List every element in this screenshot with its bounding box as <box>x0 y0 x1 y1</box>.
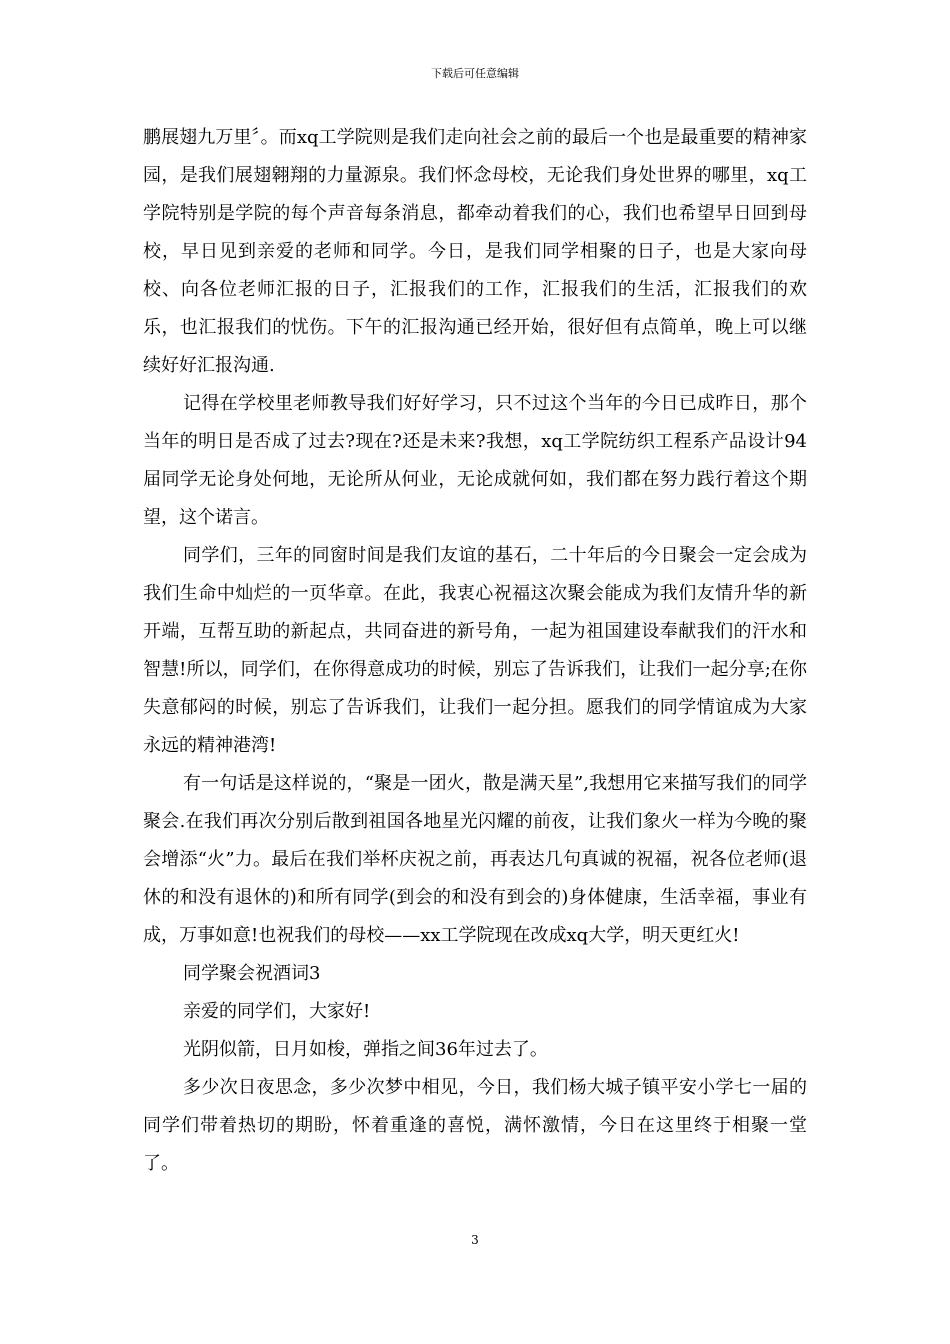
page-header: 下载后可任意编辑 <box>431 67 519 80</box>
page-number: 3 <box>471 1233 479 1247</box>
paragraph-2: 记得在学校里老师教导我们好好学习，只不过这个当年的今日已成昨日，那个当年的明日是否成了过去?现在?还是未来?我想，xq工学院纺织工程系产品设计94届同学无论身处何地，无论所从何业，无论成就何如，我们都在努力践行着这个期望，这个诺言。 <box>143 393 807 528</box>
section-heading: 同学聚会祝酒词3 <box>183 963 321 984</box>
paragraph-1: 鹏展翅九万里〞。而xq工学院则是我们走向社会之前的最后一个也是最重要的精神家园，是我们展翅翱翔的力量源泉。我们怀念母校，无论我们身处世界的哪里，xq工学院特别是学院的每个声音每条消息，都牵动着我们的心，我们也希望早日回到母校，早日见到亲爱的老师和同学。今日，是我们同学相聚的日子，也是大家向母校、向各位老师汇报的日子，汇报我们的工作，汇报我们的生活，汇报我们的欢乐，也汇报我们的忧伤。下午的汇报沟通已经开始，很好但有点简单，晚上可以继续好好汇报沟通. <box>143 127 807 376</box>
document-body <box>143 119 807 1183</box>
paragraph-6: 光阴似箭，日月如梭，弹指之间36年过去了。 <box>183 1039 548 1060</box>
paragraph-7: 多少次日夜思念，多少次梦中相见，今日，我们杨大城子镇平安小学七一届的同学们带着热切的期盼，怀着重逢的喜悦，满怀激情，今日在这里终于相聚一堂了。 <box>143 1077 807 1174</box>
paragraph-greeting: 亲爱的同学们，大家好! <box>183 1001 371 1022</box>
paragraph-3: 同学们，三年的同窗时间是我们友谊的基石，二十年后的今日聚会一定会成为我们生命中灿烂的一页华章。在此，我衷心祝福这次聚会能成为我们友情升华的新开端，互帮互助的新起点，共同奋进的新号角，一起为祖国建设奉献我们的汗水和智慧!所以，同学们，在你得意成功的时候，别忘了告诉我们，让我们一起分享;在你失意郁闷的时候，别忘了告诉我们，让我们一起分担。愿我们的同学情谊成为大家永远的精神港湾! <box>143 545 807 756</box>
paragraph-4: 有一句话是这样说的，“聚是一团火，散是满天星”,我想用它来描写我们的同学聚会.在我们再次分别后散到祖国各地星光闪耀的前夜，让我们象火一样为今晚的聚会增添“火”力。最后在我们举杯庆祝之前，再表达几句真诚的祝福，祝各位老师(退休的和没有退休的)和所有同学(到会的和没有到会的)身体健康，生活幸福，事业有成，万事如意!也祝我们的母校——xx工学院现在改成xq大学，明天更红火! <box>143 773 807 946</box>
